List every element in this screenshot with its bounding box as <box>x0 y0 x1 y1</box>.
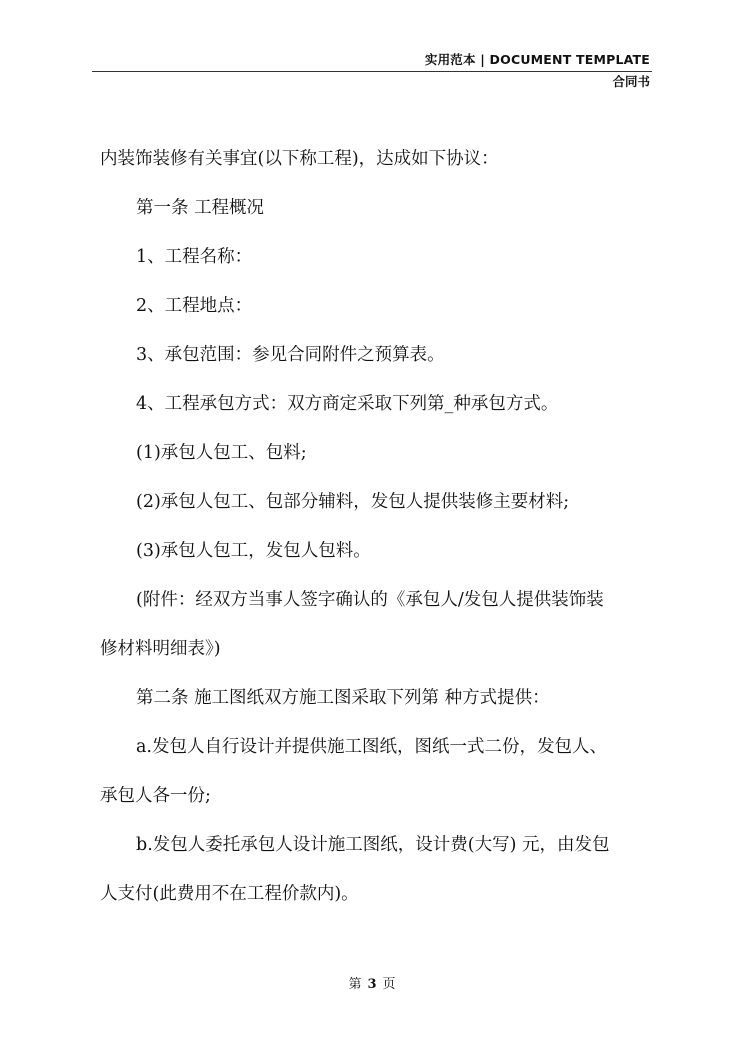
paragraph-attachment: (附件：经双方当事人签字确认的《承包人/发包人提供装饰装 <box>136 590 604 610</box>
paragraph-contract-method: 4、工程承包方式：双方商定采取下列第_种承包方式。 <box>136 394 559 414</box>
page-number: 3 <box>367 977 377 992</box>
paragraph-option-a: a.发包人自行设计并提供施工图纸，图纸一式二份，发包人、 <box>136 737 607 757</box>
footer-prefix: 第 <box>348 977 362 992</box>
paragraph-option-b: b.发包人委托承包人设计施工图纸，设计费(大写) 元，由发包 <box>136 835 610 855</box>
paragraph-option-3: (3)承包人包工，发包人包料。 <box>136 541 371 561</box>
paragraph-intro: 内装饰装修有关事宜(以下称工程)，达成如下协议： <box>100 149 499 169</box>
paragraph-scope: 3、承包范围：参见合同附件之预算表。 <box>136 345 445 365</box>
paragraph-project-location: 2、工程地点： <box>136 296 253 316</box>
document-body <box>100 135 660 919</box>
footer-suffix: 页 <box>382 977 396 992</box>
article-2-heading: 第二条 施工图纸双方施工图采取下列第 种方式提供： <box>136 688 550 708</box>
header-title: 实用范本 | DOCUMENT TEMPLATE <box>424 52 650 67</box>
paragraph-project-name: 1、工程名称： <box>136 247 253 267</box>
paragraph-option-b-cont: 人支付(此费用不在工程价款内)。 <box>100 884 359 904</box>
paragraph-option-a-cont: 承包人各一份; <box>100 786 211 806</box>
paragraph-option-1: (1)承包人包工、包料; <box>136 443 307 463</box>
article-1-heading: 第一条 工程概况 <box>136 198 265 218</box>
page-footer <box>0 973 744 992</box>
page-header <box>92 50 652 92</box>
paragraph-option-2: (2)承包人包工、包部分辅料，发包人提供装修主要材料; <box>136 492 570 512</box>
paragraph-attachment-cont: 修材料明细表》) <box>100 639 221 659</box>
header-subtitle: 合同书 <box>612 74 650 89</box>
